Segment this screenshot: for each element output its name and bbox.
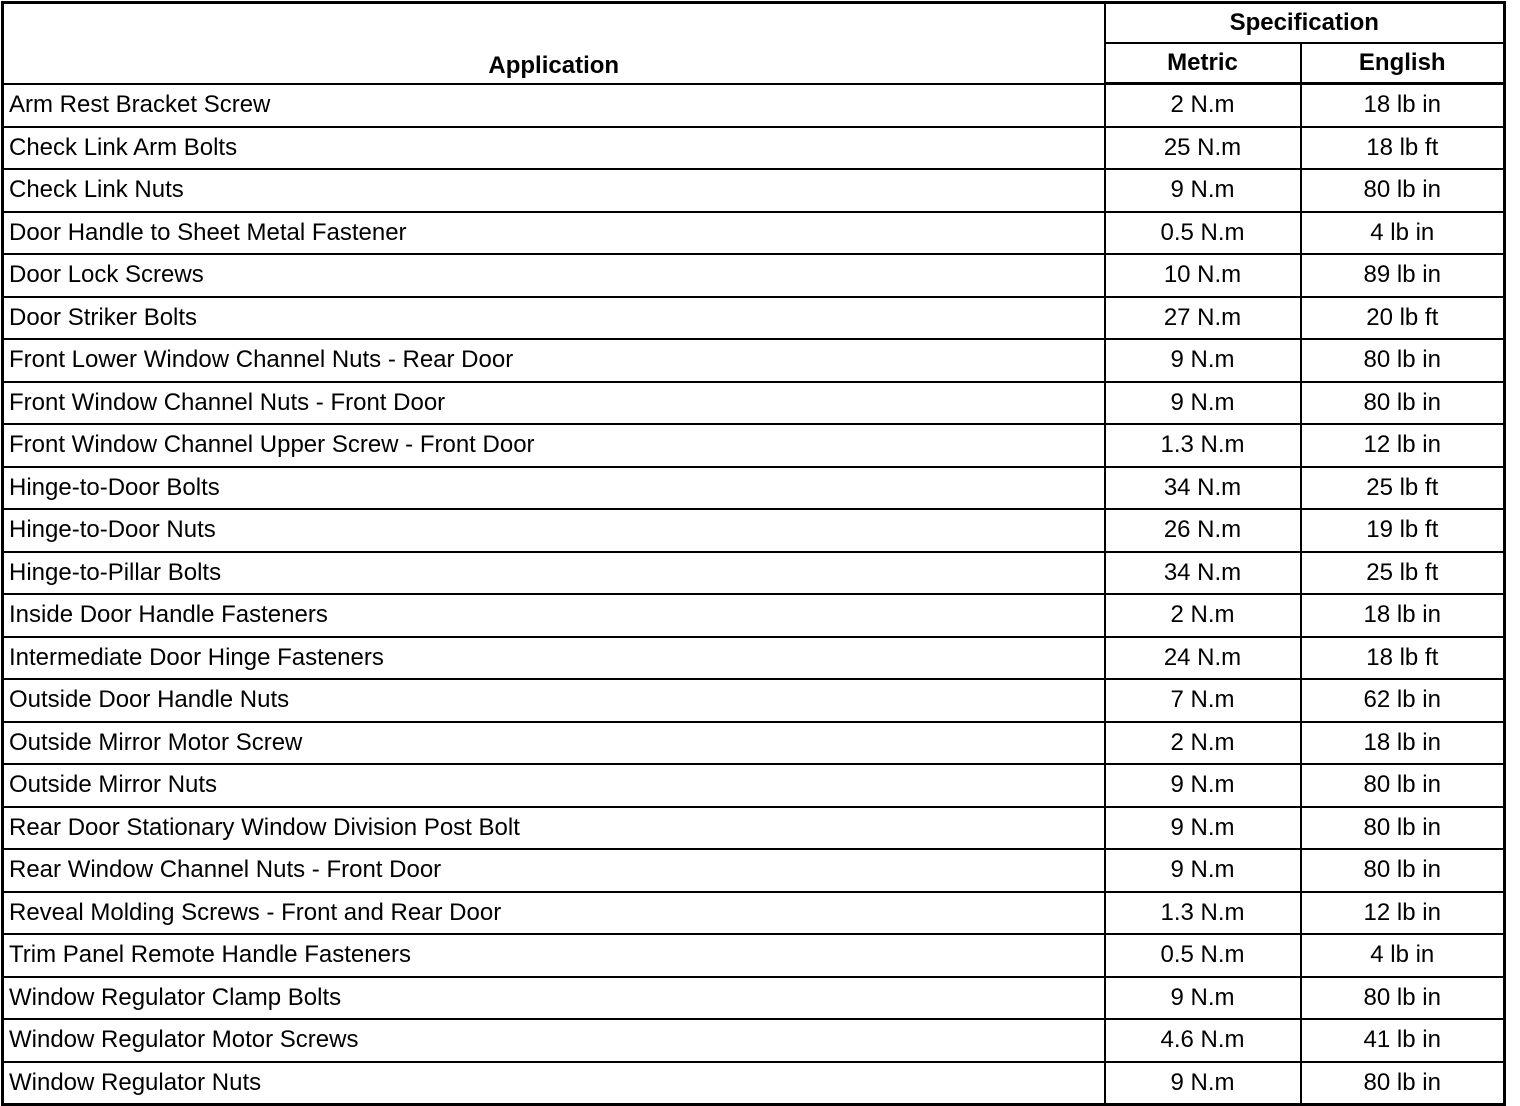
english-value-cell: 20 lb ft xyxy=(1301,297,1505,340)
table-row xyxy=(3,722,1505,765)
table-row xyxy=(3,212,1505,255)
application-cell: Hinge-to-Door Nuts xyxy=(3,509,1105,552)
english-value-cell: 80 lb in xyxy=(1301,339,1505,382)
application-cell: Window Regulator Clamp Bolts xyxy=(3,977,1105,1020)
english-value-cell: 18 lb in xyxy=(1301,722,1505,765)
application-column-header: Application xyxy=(3,3,1105,84)
table-row xyxy=(3,127,1505,170)
table-row xyxy=(3,637,1505,680)
table-header xyxy=(3,3,1505,84)
application-cell: Window Regulator Nuts xyxy=(3,1062,1105,1105)
table-row xyxy=(3,382,1505,425)
header-row-1 xyxy=(3,3,1505,44)
application-cell: Reveal Molding Screws - Front and Rear Door xyxy=(3,892,1105,935)
metric-column-header: Metric xyxy=(1105,43,1301,84)
metric-value-cell: 9 N.m xyxy=(1105,849,1301,892)
table-body xyxy=(3,84,1505,1105)
english-value-cell: 12 lb in xyxy=(1301,892,1505,935)
metric-value-cell: 27 N.m xyxy=(1105,297,1301,340)
english-value-cell: 41 lb in xyxy=(1301,1019,1505,1062)
metric-value-cell: 9 N.m xyxy=(1105,977,1301,1020)
table-row xyxy=(3,509,1505,552)
metric-value-cell: 9 N.m xyxy=(1105,764,1301,807)
application-cell: Outside Mirror Nuts xyxy=(3,764,1105,807)
table-row xyxy=(3,467,1505,510)
application-cell: Door Striker Bolts xyxy=(3,297,1105,340)
application-cell: Outside Mirror Motor Screw xyxy=(3,722,1105,765)
table-row xyxy=(3,84,1505,127)
english-value-cell: 62 lb in xyxy=(1301,679,1505,722)
table-row xyxy=(3,934,1505,977)
english-value-cell: 4 lb in xyxy=(1301,934,1505,977)
table-row xyxy=(3,849,1505,892)
table-row xyxy=(3,424,1505,467)
fastener-torque-spec-table xyxy=(1,1,1506,1106)
metric-value-cell: 4.6 N.m xyxy=(1105,1019,1301,1062)
application-cell: Check Link Nuts xyxy=(3,169,1105,212)
english-value-cell: 80 lb in xyxy=(1301,1062,1505,1105)
table-row xyxy=(3,1019,1505,1062)
table-row xyxy=(3,254,1505,297)
table-row xyxy=(3,1062,1505,1105)
application-cell: Hinge-to-Pillar Bolts xyxy=(3,552,1105,595)
metric-value-cell: 2 N.m xyxy=(1105,594,1301,637)
table-row xyxy=(3,297,1505,340)
english-value-cell: 80 lb in xyxy=(1301,807,1505,850)
english-value-cell: 25 lb ft xyxy=(1301,552,1505,595)
table-row xyxy=(3,892,1505,935)
english-value-cell: 19 lb ft xyxy=(1301,509,1505,552)
metric-value-cell: 34 N.m xyxy=(1105,467,1301,510)
application-cell: Rear Window Channel Nuts - Front Door xyxy=(3,849,1105,892)
english-column-header: English xyxy=(1301,43,1505,84)
metric-value-cell: 9 N.m xyxy=(1105,339,1301,382)
application-cell: Trim Panel Remote Handle Fasteners xyxy=(3,934,1105,977)
table-row xyxy=(3,169,1505,212)
application-cell: Front Window Channel Nuts - Front Door xyxy=(3,382,1105,425)
english-value-cell: 89 lb in xyxy=(1301,254,1505,297)
application-cell: Check Link Arm Bolts xyxy=(3,127,1105,170)
table-row xyxy=(3,339,1505,382)
table-row xyxy=(3,977,1505,1020)
application-cell: Front Lower Window Channel Nuts - Rear Door xyxy=(3,339,1105,382)
metric-value-cell: 26 N.m xyxy=(1105,509,1301,552)
metric-value-cell: 9 N.m xyxy=(1105,807,1301,850)
application-cell: Front Window Channel Upper Screw - Front Door xyxy=(3,424,1105,467)
metric-value-cell: 9 N.m xyxy=(1105,382,1301,425)
metric-value-cell: 2 N.m xyxy=(1105,84,1301,127)
metric-value-cell: 2 N.m xyxy=(1105,722,1301,765)
metric-value-cell: 9 N.m xyxy=(1105,169,1301,212)
application-cell: Arm Rest Bracket Screw xyxy=(3,84,1105,127)
english-value-cell: 25 lb ft xyxy=(1301,467,1505,510)
table-row xyxy=(3,807,1505,850)
application-cell: Window Regulator Motor Screws xyxy=(3,1019,1105,1062)
metric-value-cell: 0.5 N.m xyxy=(1105,212,1301,255)
english-value-cell: 12 lb in xyxy=(1301,424,1505,467)
metric-value-cell: 24 N.m xyxy=(1105,637,1301,680)
specification-group-header: Specification xyxy=(1105,3,1505,44)
english-value-cell: 18 lb in xyxy=(1301,84,1505,127)
application-cell: Door Lock Screws xyxy=(3,254,1105,297)
application-cell: Inside Door Handle Fasteners xyxy=(3,594,1105,637)
metric-value-cell: 0.5 N.m xyxy=(1105,934,1301,977)
metric-value-cell: 1.3 N.m xyxy=(1105,892,1301,935)
english-value-cell: 18 lb ft xyxy=(1301,637,1505,680)
english-value-cell: 18 lb in xyxy=(1301,594,1505,637)
application-cell: Outside Door Handle Nuts xyxy=(3,679,1105,722)
application-cell: Hinge-to-Door Bolts xyxy=(3,467,1105,510)
metric-value-cell: 10 N.m xyxy=(1105,254,1301,297)
metric-value-cell: 1.3 N.m xyxy=(1105,424,1301,467)
application-cell: Rear Door Stationary Window Division Post Bolt xyxy=(3,807,1105,850)
english-value-cell: 80 lb in xyxy=(1301,764,1505,807)
application-cell: Door Handle to Sheet Metal Fastener xyxy=(3,212,1105,255)
application-cell: Intermediate Door Hinge Fasteners xyxy=(3,637,1105,680)
table-row xyxy=(3,679,1505,722)
metric-value-cell: 25 N.m xyxy=(1105,127,1301,170)
english-value-cell: 80 lb in xyxy=(1301,382,1505,425)
english-value-cell: 18 lb ft xyxy=(1301,127,1505,170)
english-value-cell: 80 lb in xyxy=(1301,977,1505,1020)
table-row xyxy=(3,764,1505,807)
english-value-cell: 80 lb in xyxy=(1301,169,1505,212)
english-value-cell: 4 lb in xyxy=(1301,212,1505,255)
metric-value-cell: 9 N.m xyxy=(1105,1062,1301,1105)
english-value-cell: 80 lb in xyxy=(1301,849,1505,892)
table-row xyxy=(3,594,1505,637)
table-row xyxy=(3,552,1505,595)
metric-value-cell: 7 N.m xyxy=(1105,679,1301,722)
metric-value-cell: 34 N.m xyxy=(1105,552,1301,595)
